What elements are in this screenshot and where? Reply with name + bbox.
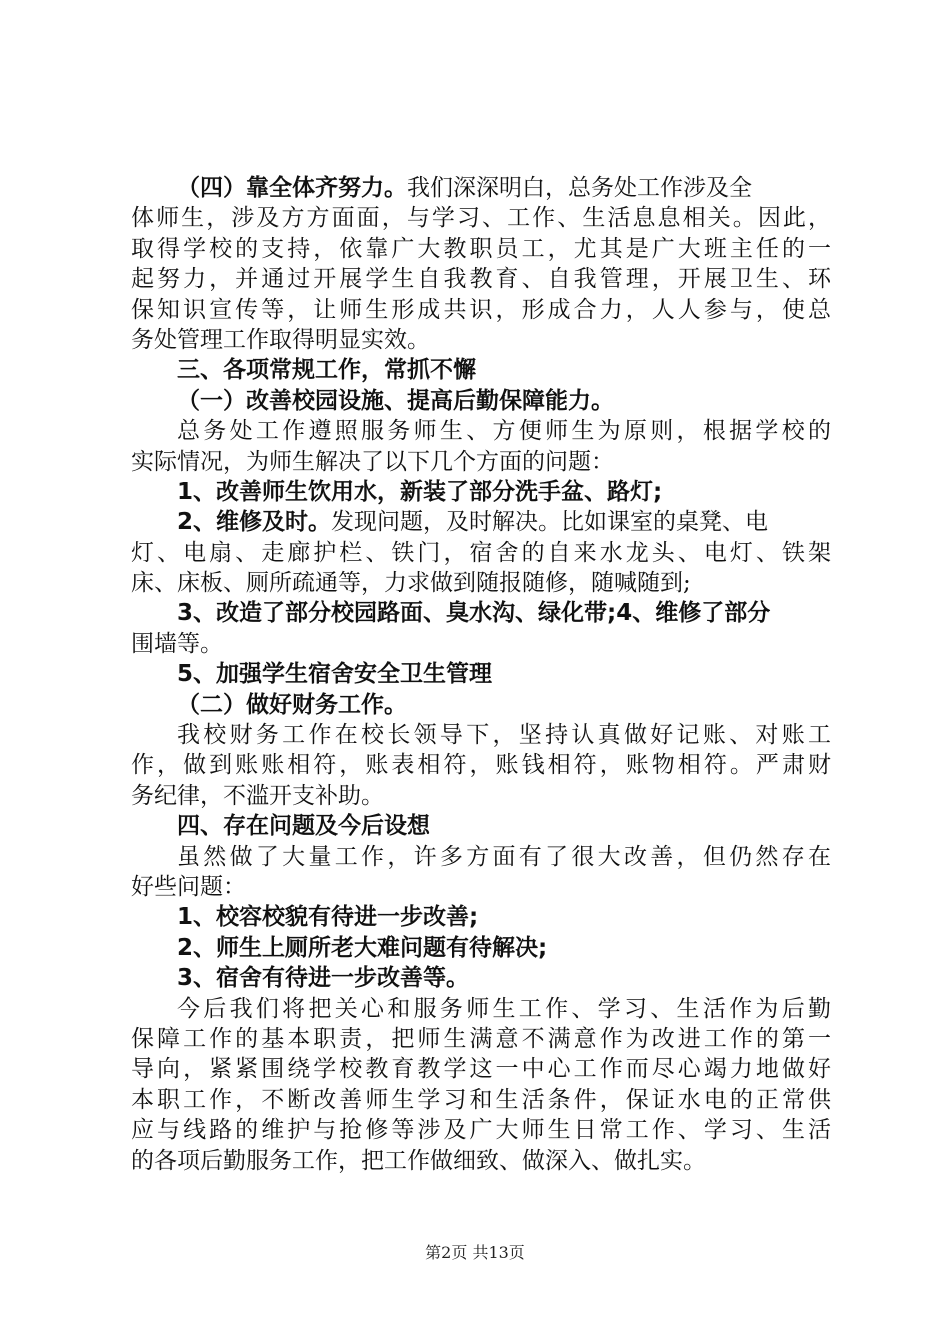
paragraph-line: 虽然做了大量工作，许多方面有了很大改善，但仍然存在 [177, 843, 831, 870]
paragraph-line: 的各项后勤服务工作，把工作做细致、做深入、做扎实。 [131, 1147, 706, 1174]
paragraph-line: 务纪律，不滥开支补助。 [131, 782, 384, 809]
subsection-heading: （二）做好财务工作。 [177, 691, 407, 718]
subsection-heading: （一）改善校园设施、提高后勤保障能力。 [177, 387, 614, 414]
paragraph-line: 务处管理工作取得明显实效。 [131, 326, 430, 353]
paragraph-line: 保障工作的基本职责，把师生满意不满意作为改进工作的第一 [131, 1025, 831, 1052]
page-number-footer: 第2页 共13页 [425, 1243, 525, 1262]
paragraph-line: 起努力，并通过开展学生自我教育、自我管理，开展卫生、环 [131, 266, 831, 293]
body-text: 我们深深明白，总务处工作涉及全 [407, 175, 752, 201]
document-body [131, 173, 831, 1176]
paragraph-line: 保知识宣传等，让师生形成共识，形成合力，人人参与，使总 [131, 296, 831, 323]
paragraph-line: 总务处工作遵照服务师生、方便师生为原则，根据学校的 [177, 418, 831, 445]
list-item: 1、校容校貌有待进一步改善; [177, 904, 479, 931]
list-item: 2、师生上厕所老大难问题有待解决; [177, 934, 548, 961]
paragraph-line: 好些问题： [131, 873, 246, 900]
list-item: 3、改造了部分校园路面、臭水沟、绿化带;4、维修了部分 [177, 600, 771, 627]
bold-lead-text: 2、维修及时。 [177, 509, 332, 536]
bold-lead-text: （四）靠全体齐努力。 [177, 175, 407, 201]
paragraph-line [131, 173, 831, 203]
section-heading: 四、存在问题及今后设想 [177, 813, 430, 840]
paragraph-line: 本职工作，不断改善师生学习和生活条件，保证水电的正常供 [131, 1086, 831, 1113]
paragraph-line: 应与线路的维护与抢修等涉及广大师生日常工作、学习、生活 [131, 1117, 831, 1144]
body-text: 发现问题，及时解决。比如课室的桌凳、电 [331, 509, 769, 536]
list-item [131, 507, 831, 537]
paragraph-line: 围墙等。 [131, 630, 223, 657]
paragraph-line: 导向，紧紧围绕学校教育教学这一中心工作而尽心竭力地做好 [131, 1056, 831, 1083]
paragraph-line: 实际情况，为师生解决了以下几个方面的问题： [131, 448, 614, 475]
paragraph-line: 灯、电扇、走廊护栏、铁门，宿舍的自来水龙头、电灯、铁架 [131, 539, 831, 566]
section-heading: 三、各项常规工作，常抓不懈 [177, 357, 476, 384]
paragraph-line: 今后我们将把关心和服务师生工作、学习、生活作为后勤 [177, 995, 831, 1022]
paragraph-line: 我校财务工作在校长领导下，坚持认真做好记账、对账工 [177, 722, 831, 749]
list-item: 1、改善师生饮用水，新装了部分洗手盆、路灯; [177, 478, 663, 505]
paragraph-line: 取得学校的支持，依靠广大教职员工，尤其是广大班主任的一 [131, 235, 831, 262]
list-item: 3、宿舍有待进一步改善等。 [177, 965, 470, 992]
paragraph-line: 体师生，涉及方方面面，与学习、工作、生活息息相关。因此， [131, 205, 831, 232]
paragraph-line: 作，做到账账相符，账表相符，账钱相符，账物相符。严肃财 [131, 752, 831, 779]
paragraph-line: 床、床板、厕所疏通等，力求做到随报随修，随喊随到; [131, 570, 691, 597]
list-item: 5、加强学生宿舍安全卫生管理 [177, 661, 493, 688]
